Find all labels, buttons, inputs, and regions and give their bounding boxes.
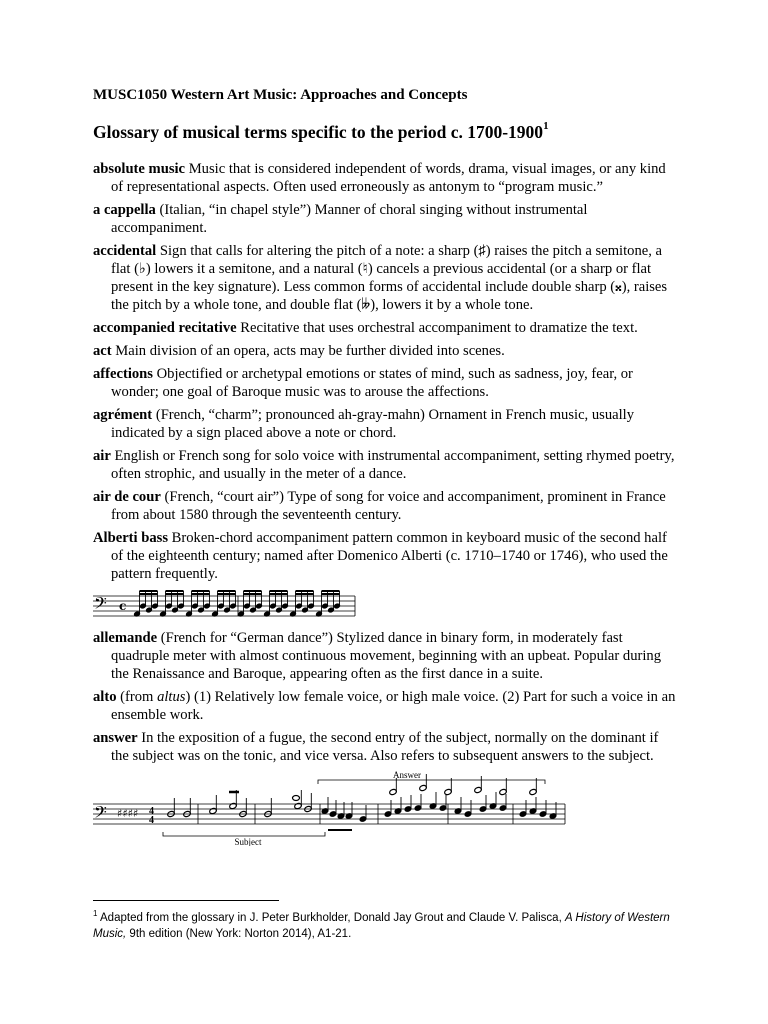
definition: Objectified or archetypal emotions or states of mind, such as sadness, joy, fear, or wonder; one goal of Baroque music was to arouse the affections.	[111, 366, 633, 400]
term: accidental	[93, 243, 157, 259]
entry-act	[93, 342, 678, 360]
entry-agrement	[93, 406, 678, 442]
entry-allemande	[93, 629, 678, 683]
term: air de cour	[93, 489, 161, 505]
definition-part: ) (1) Relatively low female voice, or high male voice. (2) Part for such a voice in an ensemble work.	[111, 689, 676, 723]
term: answer	[93, 730, 138, 746]
svg-text:c: c	[119, 599, 127, 613]
fugue-answer-notation	[93, 770, 573, 846]
svg-text:♯♯♯♯: ♯♯♯♯	[117, 807, 139, 820]
definition: (French, “court air”) Type of song for voice and accompaniment, prominent in France from about 1580 through the seventeenth century.	[111, 489, 666, 523]
subject-label: Subject	[234, 837, 262, 846]
term: accompanied recitative	[93, 320, 237, 336]
footnote-book-title: A History of Western Music,	[93, 911, 670, 940]
entry-a-cappella	[93, 201, 678, 237]
term: a cappella	[93, 202, 156, 218]
entry-accompanied-recitative	[93, 319, 678, 337]
term: allemande	[93, 630, 158, 646]
svg-text:𝄢: 𝄢	[94, 802, 107, 826]
definition: Music that is considered independent of words, drama, visual images, or any kind of representational aspects. Often used erroneously as antonym to “program music.”	[111, 161, 666, 195]
svg-text:𝄢: 𝄢	[94, 593, 107, 617]
entry-air-de-cour	[93, 488, 678, 524]
term: act	[93, 343, 112, 359]
definition: Recitative that uses orchestral accompaniment to dramatize the text.	[240, 320, 638, 336]
term: affections	[93, 366, 153, 382]
term: Alberti bass	[93, 530, 168, 546]
definition: Sign that calls for altering the pitch of a note: a sharp (♯) raises the pitch a semitone, a flat (♭) lowers it a semitone, and a natural (♮) cancels a previous accidental (or a sharp or flat present in the key signature). Less common forms of accidental include double sharp (𝄪), raises the pitch by a whole tone, and double flat (𝄫), lowers it by a whole tone.	[111, 243, 668, 313]
definition: (French, “charm”; pronounced ah-gray-mahn) Ornament in French music, usually indicated by a sign placed above a note or chord.	[111, 407, 635, 441]
definition-part: (from	[120, 689, 158, 705]
page-title-text: Glossary of musical terms specific to the period c. 1700-1900	[93, 122, 544, 142]
term: absolute music	[93, 161, 186, 177]
glossary	[93, 160, 678, 853]
svg-text:4: 4	[149, 806, 154, 817]
footnote-divider	[93, 900, 279, 901]
definition: In the exposition of a fugue, the second entry of the subject, normally on the dominant if the subject was on the tonic, and vice versa. Also refers to subsequent answers to the subject.	[111, 730, 659, 764]
svg-text:4: 4	[149, 815, 154, 826]
term: agrément	[93, 407, 153, 423]
entry-air	[93, 447, 678, 483]
entry-alberti-bass	[93, 529, 678, 583]
answer-label: Answer	[393, 770, 421, 780]
course-title: MUSC1050 Western Art Music: Approaches and Concepts	[93, 87, 468, 103]
entry-accidental	[93, 242, 678, 314]
definition: Main division of an opera, acts may be further divided into scenes.	[115, 343, 505, 359]
footnote-text-end: 9th edition (New York: Norton 2014), A1-21.	[126, 927, 352, 940]
entry-absolute-music	[93, 160, 678, 196]
definition: (Italian, “in chapel style”) Manner of choral singing without instrumental accompaniment.	[111, 202, 588, 236]
footnote	[93, 906, 693, 942]
entry-answer	[93, 729, 678, 765]
footnote-marker: 1	[93, 909, 98, 918]
entry-alto	[93, 688, 678, 724]
term: alto	[93, 689, 117, 705]
alberti-bass-notation	[93, 588, 363, 622]
definition: Broken-chord accompaniment pattern common in keyboard music of the second half of the eighteenth century; named after Domenico Alberti (c. 1710–1740 or 1746), who used the pattern frequently.	[111, 530, 668, 582]
definition: English or French song for solo voice with instrumental accompaniment, setting rhymed poetry, often strophic, and usually in the meter of a dance.	[111, 448, 675, 482]
page-title	[93, 122, 549, 143]
footnote-ref: 1	[543, 120, 549, 133]
footnote-text: Adapted from the glossary in J. Peter Burkholder, Donald Jay Grout and Claude V. Palisca,	[97, 911, 565, 924]
term: air	[93, 448, 111, 464]
definition-italic: altus	[157, 689, 186, 705]
entry-affections	[93, 365, 678, 401]
definition: (French for “German dance”) Stylized dance in binary form, in moderately fast quadruple meter with almost continuous movement, beginning with an upbeat. Popular during the Renaissance and Baroque, appearing often as the first dance in a suite.	[111, 630, 662, 682]
